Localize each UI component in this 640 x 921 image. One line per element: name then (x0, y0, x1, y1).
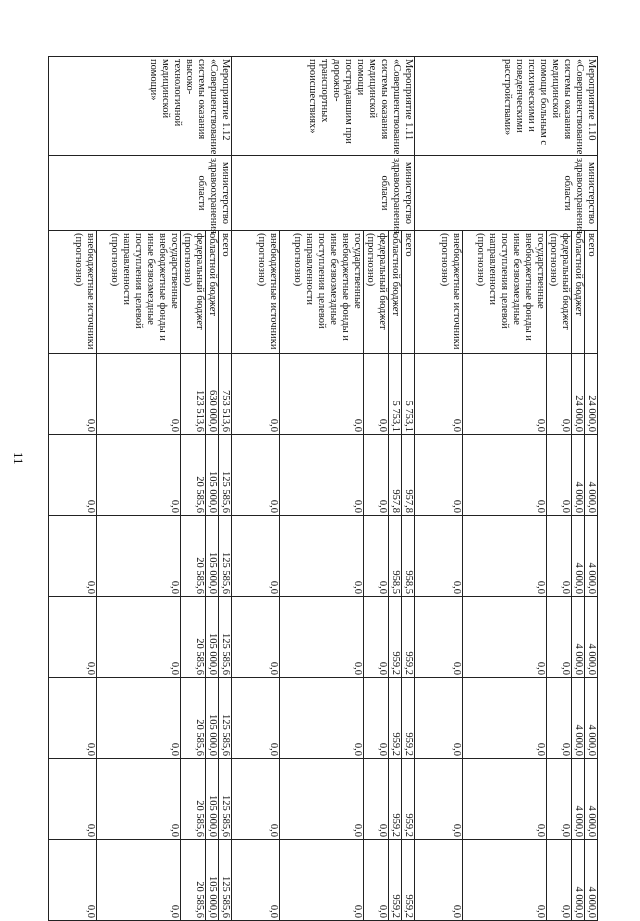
funding-value: 4 000,0 (585, 597, 598, 678)
funding-value: 959,2 (389, 678, 402, 759)
funding-value: 0,0 (415, 759, 463, 840)
event-name: Мероприятие 1.10 «Совершенствование системы оказания медицинской помощи больным с психическими и поведенческими расстройствами» (415, 57, 598, 156)
executor-name: министерство здравоохранения области (49, 156, 232, 231)
funding-value: 4 000,0 (572, 840, 585, 921)
table-row (585, 57, 598, 921)
funding-value: 105 000,0 (206, 516, 219, 597)
funding-value: 4 000,0 (572, 678, 585, 759)
funding-value: 125 585,6 (219, 435, 232, 516)
funding-value: 0,0 (415, 597, 463, 678)
funding-value: 0,0 (547, 354, 572, 435)
funding-value: 0,0 (49, 354, 97, 435)
funding-value: 125 585,6 (219, 516, 232, 597)
funding-value: 0,0 (364, 597, 389, 678)
funding-value: 0,0 (463, 759, 547, 840)
funding-value: 0,0 (49, 840, 97, 921)
funding-source-label: областной бюджет (389, 231, 402, 354)
funding-value: 0,0 (49, 516, 97, 597)
funding-source-label: внебюджетные источники (прогнозно) (415, 231, 463, 354)
funding-value: 0,0 (280, 516, 364, 597)
funding-value: 20 585,6 (181, 435, 206, 516)
funding-value: 5 753,1 (402, 354, 415, 435)
table-row (402, 57, 415, 921)
funding-value: 105 000,0 (206, 759, 219, 840)
funding-value: 20 585,6 (181, 678, 206, 759)
funding-value: 959,2 (389, 597, 402, 678)
funding-value: 0,0 (415, 516, 463, 597)
funding-value: 4 000,0 (572, 759, 585, 840)
funding-value: 0,0 (364, 840, 389, 921)
funding-value: 0,0 (547, 759, 572, 840)
funding-source-label: всего (219, 231, 232, 354)
funding-value: 4 000,0 (585, 516, 598, 597)
funding-value: 958,5 (389, 516, 402, 597)
funding-value: 0,0 (364, 354, 389, 435)
funding-value: 0,0 (463, 840, 547, 921)
funding-value: 0,0 (463, 516, 547, 597)
funding-value: 24 000,0 (585, 354, 598, 435)
funding-source-label: государственные внебюджетные фонды и иные безвозмездные поступления целевой направленности (прогнозно) (280, 231, 364, 354)
funding-value: 4 000,0 (585, 678, 598, 759)
funding-value: 0,0 (49, 759, 97, 840)
funding-value: 0,0 (97, 678, 181, 759)
funding-value: 753 513,6 (219, 354, 232, 435)
event-name: Мероприятие 1.11 «Совершенствование системы оказания медицинской помощи пострадавшим при дорожно-транспортных происшествиях» (232, 57, 415, 156)
funding-value: 20 585,6 (181, 759, 206, 840)
funding-value: 959,2 (402, 759, 415, 840)
funding-value: 0,0 (97, 840, 181, 921)
funding-value: 0,0 (463, 678, 547, 759)
funding-value: 4 000,0 (572, 435, 585, 516)
funding-value: 0,0 (463, 435, 547, 516)
funding-value: 958,5 (402, 516, 415, 597)
funding-value: 5 753,1 (389, 354, 402, 435)
funding-value: 0,0 (49, 597, 97, 678)
funding-value: 0,0 (280, 354, 364, 435)
executor-name: министерство здравоохранения области (232, 156, 415, 231)
funding-value: 959,2 (389, 759, 402, 840)
funding-source-label: всего (585, 231, 598, 354)
funding-value: 0,0 (97, 354, 181, 435)
funding-value: 4 000,0 (572, 516, 585, 597)
funding-value: 0,0 (232, 516, 280, 597)
funding-value: 0,0 (232, 840, 280, 921)
funding-value: 0,0 (547, 597, 572, 678)
funding-value: 0,0 (415, 354, 463, 435)
funding-value: 0,0 (49, 435, 97, 516)
funding-value: 20 585,6 (181, 840, 206, 921)
funding-source-label: федеральный бюджет (прогнозно) (547, 231, 572, 354)
funding-value: 0,0 (232, 435, 280, 516)
funding-source-label: федеральный бюджет (прогнозно) (181, 231, 206, 354)
funding-value: 0,0 (280, 435, 364, 516)
funding-value: 0,0 (415, 678, 463, 759)
rotated-table-container (73, 56, 598, 918)
funding-value: 0,0 (232, 354, 280, 435)
funding-value: 0,0 (232, 597, 280, 678)
funding-source-label: внебюджетные источники (прогнозно) (232, 231, 280, 354)
funding-value: 125 585,6 (219, 840, 232, 921)
funding-source-label: государственные внебюджетные фонды и иные безвозмездные поступления целевой направленности (прогнозно) (463, 231, 547, 354)
funding-value: 105 000,0 (206, 840, 219, 921)
funding-value: 0,0 (280, 759, 364, 840)
funding-value: 24 000,0 (572, 354, 585, 435)
funding-value: 0,0 (364, 678, 389, 759)
funding-value: 0,0 (280, 678, 364, 759)
funding-value: 0,0 (364, 435, 389, 516)
funding-value: 0,0 (415, 435, 463, 516)
funding-value: 0,0 (97, 759, 181, 840)
funding-value: 123 513,6 (181, 354, 206, 435)
funding-source-label: всего (402, 231, 415, 354)
table-row (219, 57, 232, 921)
funding-value: 0,0 (547, 435, 572, 516)
funding-value: 125 585,6 (219, 597, 232, 678)
funding-value: 4 000,0 (585, 435, 598, 516)
funding-value: 0,0 (232, 678, 280, 759)
funding-value: 0,0 (97, 516, 181, 597)
funding-value: 0,0 (364, 516, 389, 597)
funding-value: 0,0 (547, 516, 572, 597)
executor-name: министерство здравоохранения области (415, 156, 598, 231)
funding-source-label: государственные внебюджетные фонды и иные безвозмездные поступления целевой направленности (прогнозно) (97, 231, 181, 354)
funding-value: 0,0 (280, 597, 364, 678)
funding-value: 20 585,6 (181, 516, 206, 597)
funding-value: 0,0 (547, 840, 572, 921)
funding-value: 105 000,0 (206, 597, 219, 678)
event-name: Мероприятие 1.12 «Совершенствование системы оказания высоко-технологичной медицинской помощи» (49, 57, 232, 156)
funding-table (48, 56, 598, 921)
funding-value: 0,0 (463, 597, 547, 678)
funding-value: 0,0 (97, 597, 181, 678)
funding-value: 957,8 (389, 435, 402, 516)
funding-source-label: внебюджетные источники (прогнозно) (49, 231, 97, 354)
funding-value: 959,2 (402, 597, 415, 678)
funding-value: 4 000,0 (585, 840, 598, 921)
funding-value: 0,0 (415, 840, 463, 921)
funding-value: 959,2 (402, 678, 415, 759)
funding-value: 4 000,0 (585, 759, 598, 840)
funding-value: 0,0 (463, 354, 547, 435)
funding-value: 0,0 (280, 840, 364, 921)
funding-value: 959,2 (389, 840, 402, 921)
page-number: 11 (11, 452, 26, 465)
funding-value: 4 000,0 (572, 597, 585, 678)
funding-source-label: областной бюджет (206, 231, 219, 354)
funding-value: 0,0 (547, 678, 572, 759)
funding-value: 959,2 (402, 840, 415, 921)
funding-value: 0,0 (232, 759, 280, 840)
funding-value: 105 000,0 (206, 435, 219, 516)
funding-value: 125 585,6 (219, 759, 232, 840)
funding-value: 20 585,6 (181, 597, 206, 678)
funding-value: 105 000,0 (206, 678, 219, 759)
funding-value: 630 000,0 (206, 354, 219, 435)
funding-value: 0,0 (97, 435, 181, 516)
funding-value: 0,0 (364, 759, 389, 840)
funding-source-label: областной бюджет (572, 231, 585, 354)
funding-value: 125 585,6 (219, 678, 232, 759)
funding-value: 957,8 (402, 435, 415, 516)
funding-value: 0,0 (49, 678, 97, 759)
funding-source-label: федеральный бюджет (прогнозно) (364, 231, 389, 354)
